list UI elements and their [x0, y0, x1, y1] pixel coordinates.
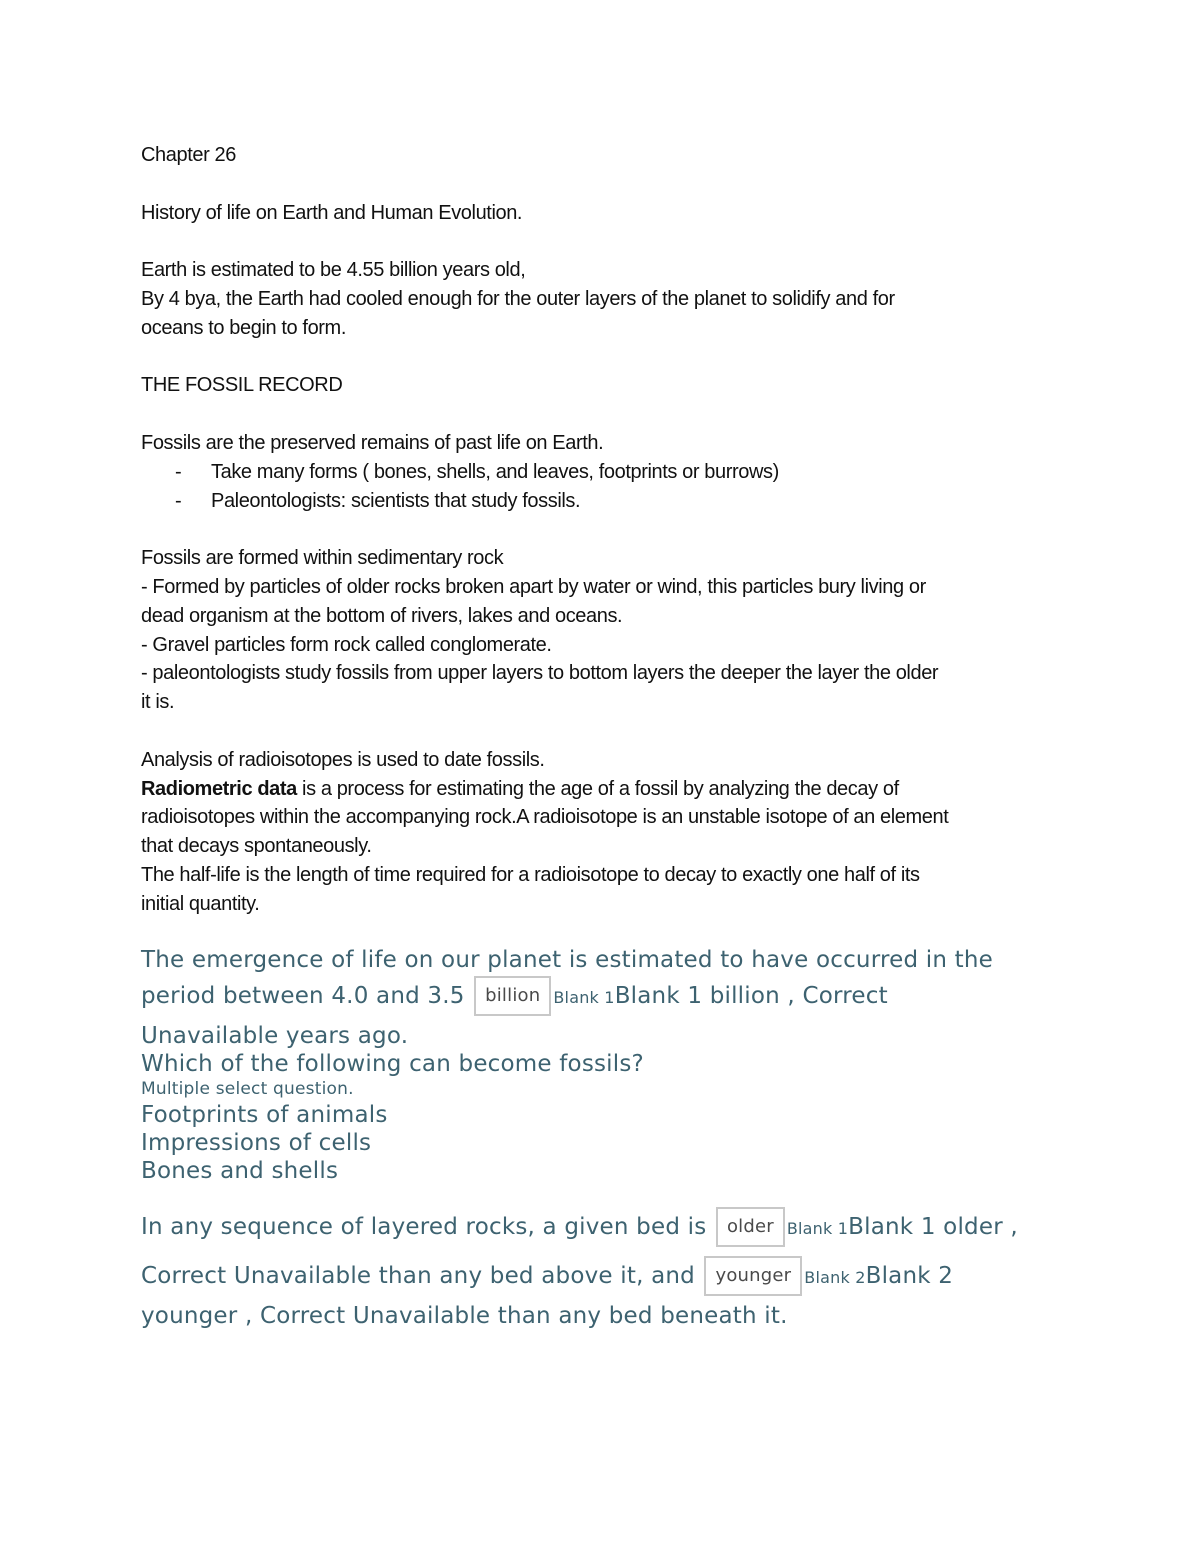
question-1 — [141, 943, 1071, 1051]
gravel-text: - Gravel particles form rock called conglomerate. — [141, 633, 552, 656]
formed-text-cont: dead organism at the bottom of rivers, lakes and oceans. — [141, 604, 623, 627]
question-3-text-line3: younger , Correct Unavailable than any bed beneath it. — [141, 1302, 788, 1329]
question-type-label: Multiple select question. — [141, 1078, 354, 1099]
blank-label: Blank 1 — [553, 987, 615, 1007]
question-3-prefix: In any sequence of layered rocks, a given bed is — [141, 1213, 714, 1240]
option-item[interactable]: Bones and shells — [141, 1157, 339, 1184]
paleo-text: - paleontologists study fossils from upper layers to bottom layers the deeper the layer the older — [141, 662, 939, 685]
answer-blank[interactable]: billion — [474, 976, 551, 1016]
answer-blank[interactable]: younger — [704, 1256, 802, 1296]
dash-bullet: - — [175, 489, 182, 512]
chapter-heading: Chapter 26 — [141, 144, 236, 166]
answer-feedback: Blank 1 billion , Correct — [614, 982, 888, 1009]
quiz-section — [141, 943, 1071, 1331]
question-3-text — [141, 1203, 1071, 1253]
earth-cooled-text: By 4 bya, the Earth had cooled enough for the outer layers of the planet to solidify and for — [141, 287, 895, 310]
question-3 — [141, 1203, 1071, 1331]
lecture-notes — [141, 141, 1071, 919]
halflife-text-cont: initial quantity. — [141, 892, 260, 915]
question-3-middle: Correct Unavailable than any bed above it, and — [141, 1262, 703, 1289]
chapter-title: History of life on Earth and Human Evolution. — [141, 201, 523, 224]
question-2-text: Which of the following can become fossils? — [141, 1050, 644, 1077]
radiometric-text-cont2: that decays spontaneously. — [141, 835, 372, 858]
earth-cooled-text-cont: oceans to begin to form. — [141, 316, 346, 339]
answer-feedback: Blank 1 older , — [848, 1213, 1018, 1240]
question-3-text-line2 — [141, 1253, 1071, 1301]
bullet-text: Paleontologists: scientists that study fossils. — [211, 489, 581, 512]
document-page — [141, 141, 1071, 1331]
fossil-record-heading: THE FOSSIL RECORD — [141, 374, 343, 397]
question-1-text: The emergence of life on our planet is estimated to have occurred in the — [141, 946, 993, 973]
radiometric-text-cont: radioisotopes within the accompanying rock.A radioisotope is an unstable isotope of an element — [141, 806, 949, 829]
formed-text: - Formed by particles of older rocks broken apart by water or wind, this particles bury living or — [141, 575, 926, 598]
answer-feedback: Blank 2 — [865, 1262, 954, 1289]
option-item[interactable]: Impressions of cells — [141, 1129, 372, 1156]
blank-label: Blank 1 — [786, 1218, 849, 1238]
blank-label: Blank 2 — [804, 1267, 866, 1287]
question-2 — [141, 1051, 1071, 1185]
option-item[interactable]: Footprints of animals — [141, 1101, 388, 1128]
list-item — [141, 487, 1071, 516]
paleo-text-cont: it is. — [141, 691, 175, 714]
radiometric-term: Radiometric data — [141, 777, 297, 800]
radioisotope-analysis: Analysis of radioisotopes is used to date fossils. — [141, 748, 545, 771]
question-1-text-line3: Unavailable years ago. — [141, 1022, 409, 1049]
list-item — [141, 458, 1071, 487]
question-1-prefix: period between 4.0 and 3.5 — [141, 982, 473, 1009]
answer-blank[interactable]: older — [716, 1207, 785, 1247]
halflife-text: The half-life is the length of time required for a radioisotope to decay to exactly one half of its — [141, 863, 920, 886]
bullet-text: Take many forms ( bones, shells, and leaves, footprints or burrows) — [211, 460, 779, 483]
question-1-text-line2 — [141, 973, 1071, 1021]
earth-age-text: Earth is estimated to be 4.55 billion years old, — [141, 259, 526, 282]
sedimentary-heading: Fossils are formed within sedimentary rock — [141, 547, 504, 570]
fossils-definition: Fossils are the preserved remains of past life on Earth. — [141, 431, 604, 454]
radiometric-definition: is a process for estimating the age of a fossil by analyzing the decay of — [296, 777, 899, 800]
radiometric-text — [141, 775, 1071, 804]
dash-bullet: - — [175, 460, 182, 483]
